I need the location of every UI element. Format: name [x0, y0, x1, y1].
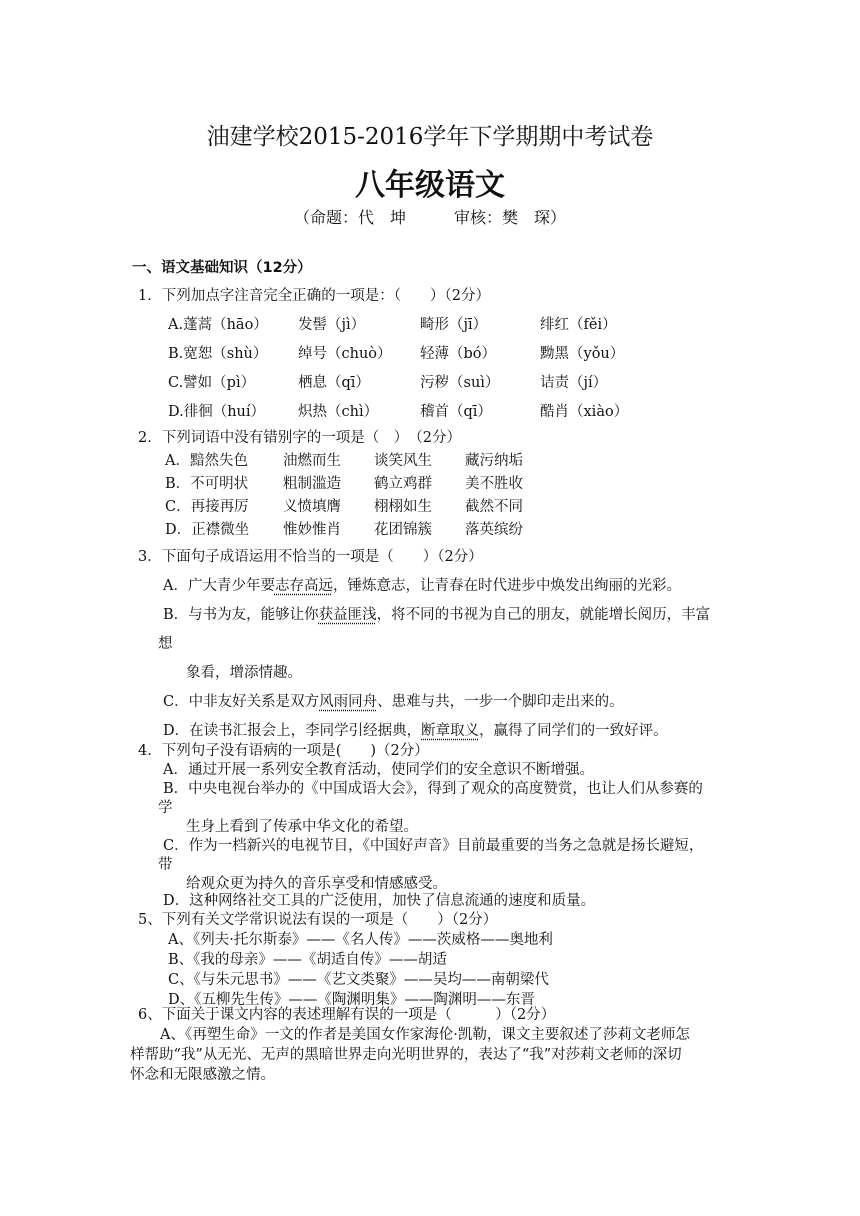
option-cell: 义愤填膺	[283, 499, 341, 515]
option-text: C．中非友好关系是双方	[163, 694, 320, 710]
option-cell: 稽首（qī）	[420, 404, 492, 420]
option-cell: 藏污纳垢	[465, 453, 523, 469]
option-cell: 惟妙惟肖	[283, 522, 341, 538]
option-cell: 绰号（chuò）	[298, 346, 392, 362]
idiom-highlight: 志存高远	[274, 578, 333, 594]
option-cell: 鹤立鸡群	[374, 476, 432, 492]
option-cell: 诘责（jí）	[540, 375, 608, 391]
question-stem: 6、下面关于课文内容的表述理解有误的一项是（ ）（2分）	[138, 1007, 556, 1023]
option-cell: 落英缤纷	[465, 522, 523, 538]
wrapped-char: 学	[158, 800, 173, 816]
option-a-line: 怀念和无限感激之情。	[130, 1067, 275, 1083]
wrapped-char: 想	[158, 636, 173, 652]
option-cell: 污秽（suì）	[420, 375, 500, 391]
option-c	[163, 690, 624, 711]
option-text: ，将不同的书视为自己的朋友，就能增长阅历，丰富	[376, 607, 711, 623]
option-text: D．在读书汇报会上，李同学引经据典，	[163, 723, 422, 739]
option-d	[163, 719, 668, 740]
option-cell: 美不胜收	[465, 476, 523, 492]
option-cell: C．再接再厉	[165, 499, 249, 515]
option-c: C、《与朱元思书》——《艺文类聚》——吴均——南朝梁代	[168, 972, 549, 988]
option-text: 、患难与共，一步一个脚印走出来的。	[377, 694, 624, 710]
option-cell: 绯红（fěi）	[540, 317, 617, 333]
idiom-highlight: 风雨同舟	[319, 694, 378, 710]
option-d: D．这种网络社交工具的广泛使用，加快了信息流通的速度和质量。	[163, 893, 596, 909]
option-a: A、《列夫·托尔斯泰》——《名人传》——茨威格——奥地利	[168, 932, 553, 948]
subject-title: 八年级语文	[355, 168, 505, 203]
option-a-line: 样帮助“我”从无光、无声的黑暗世界走向光明世界的，表达了“我”对莎莉文老师的深切	[130, 1047, 682, 1063]
option-cell: 油燃而生	[283, 453, 341, 469]
option-cell: D．正襟微坐	[165, 522, 250, 538]
option-cell: 谈笑风生	[374, 453, 432, 469]
option-b	[163, 603, 710, 624]
idiom-highlight: 断章取义	[421, 723, 480, 739]
option-a: A．通过开展一系列安全教育活动，使同学们的安全意识不断增强。	[163, 762, 594, 778]
option-text: A．广大青少年要	[163, 578, 275, 594]
option-d: D、《五柳先生传》——《陶渊明集》——陶渊明——东晋	[168, 992, 535, 1008]
option-cell: 粗制滥造	[283, 476, 341, 492]
option-cell: 轻薄（bó）	[420, 346, 497, 362]
option-cell: C.譬如（pì）	[168, 375, 256, 391]
option-cell: A.蓬蒿（hāo）	[168, 317, 268, 333]
question-stem: 3．下面句子成语运用不恰当的一项是（ ）（2分）	[138, 549, 483, 565]
option-a	[163, 574, 681, 595]
option-cell: 黝黑（yǒu）	[540, 346, 625, 362]
option-cell: D.徘徊（huí）	[168, 404, 266, 420]
option-cell: 炽热（chì）	[298, 404, 379, 420]
option-b: B、《我的母亲》——《胡适自传》——胡适	[168, 952, 447, 968]
idiom-highlight: 获益匪浅	[318, 607, 377, 623]
option-cell: 截然不同	[465, 499, 523, 515]
option-cell: 栩栩如生	[374, 499, 432, 515]
option-text: B．与书为友，能够让你	[163, 607, 319, 623]
option-text: ，赢得了同学们的一致好评。	[479, 723, 668, 739]
option-continuation: 生身上看到了传承中华文化的希望。	[186, 819, 418, 835]
option-b: B．中央电视台举办的《中国成语大会》，得到了观众的高度赞赏，也让人们从参赛的	[163, 781, 703, 797]
question-stem: 2．下列词语中没有错别字的一项是（ ） （2分）	[138, 430, 461, 446]
option-continuation: 象看，增添情趣。	[186, 665, 302, 681]
authors-line: （命题：代 坤 审核：樊 琛）	[293, 208, 566, 227]
wrapped-char: 带	[158, 857, 173, 873]
option-cell: B.宽恕（shù）	[168, 346, 268, 362]
option-cell: 栖息（qī）	[298, 375, 370, 391]
question-stem: 1．下列加点字注音完全正确的一项是：（ ）（2分）	[138, 288, 490, 304]
option-continuation: 给观众更为持久的音乐享受和情感感受。	[186, 876, 447, 892]
option-cell: 畸形（jī）	[420, 317, 488, 333]
option-text: ，锤炼意志，让青春在时代进步中焕发出绚丽的光彩。	[332, 578, 681, 594]
option-cell: 发髻（jì）	[298, 317, 366, 333]
question-stem: 4．下列句子没有语病的一项是( )（2分）	[138, 743, 429, 759]
option-cell: B．不可明状	[165, 476, 249, 492]
option-cell: A．黯然失色	[165, 453, 248, 469]
option-cell: 酷肖（xiào）	[540, 404, 629, 420]
exam-title: 油建学校2015-2016学年下学期期中考试卷	[206, 124, 654, 150]
section-title: 一、语文基础知识（12分）	[132, 260, 312, 276]
question-stem: 5、下列有关文学常识说法有误的一项是（ ）（2分）	[138, 912, 498, 928]
option-c: C．作为一档新兴的电视节目，《中国好声音》目前最重要的当务之急就是扬长避短，	[163, 838, 704, 854]
option-a: A、《再塑生命》一文的作者是美国女作家海伦·凯勒，课文主要叙述了莎莉文老师怎	[160, 1027, 690, 1043]
option-cell: 花团锦簇	[374, 522, 432, 538]
